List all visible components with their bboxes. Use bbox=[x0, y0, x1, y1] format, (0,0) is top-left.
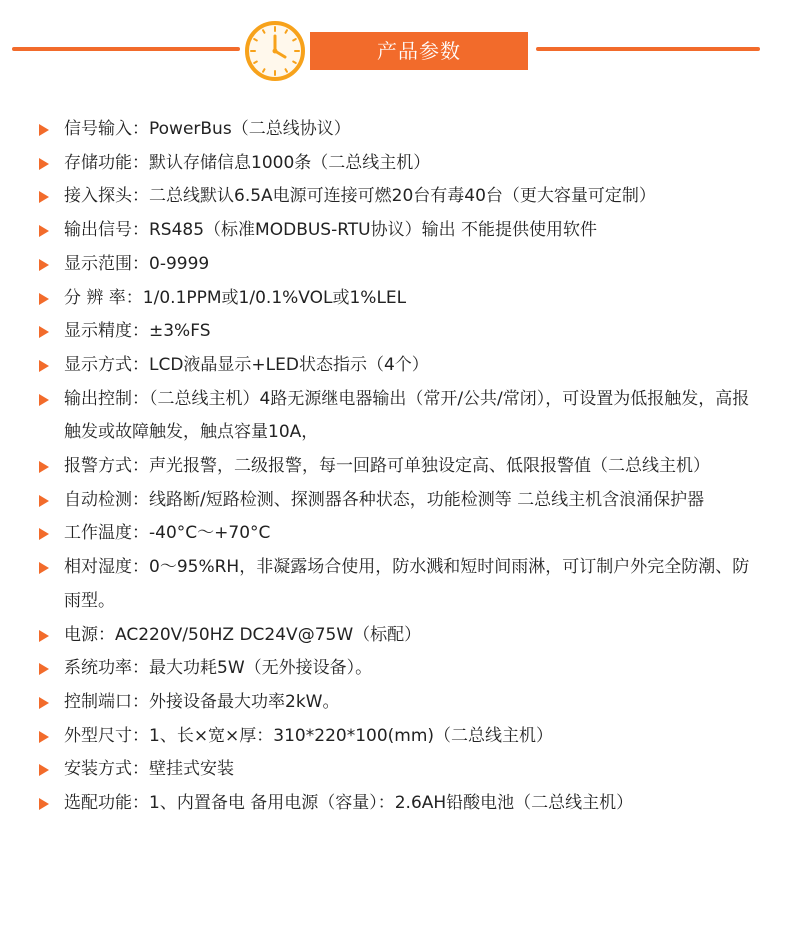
spec-text: 输出信号：RS485（标准MODBUS-RTU协议）输出 不能提供使用软件 bbox=[64, 220, 598, 241]
bullet-icon bbox=[39, 293, 49, 305]
spec-item-power-supply bbox=[0, 619, 790, 653]
section-title: 产品参数 bbox=[310, 32, 528, 70]
spec-text: 相对湿度：0～95%RH，非凝露场合使用，防水溅和短时间雨淋，可订制户外完全防潮、防雨型。 bbox=[64, 557, 750, 611]
spec-item-storage bbox=[0, 147, 790, 181]
spec-item-signal-input bbox=[0, 113, 790, 147]
spec-item-alarm bbox=[0, 450, 790, 484]
bullet-icon bbox=[39, 124, 49, 136]
spec-text: 信号输入：PowerBus（二总线协议） bbox=[64, 119, 351, 139]
spec-text: 显示范围：0-9999 bbox=[64, 253, 210, 274]
spec-text: 系统功率：最大功耗5W（无外接设备）。 bbox=[64, 658, 373, 679]
spec-item-control-port bbox=[0, 686, 790, 720]
spec-text: 自动检测：线路断/短路检测、探测器各种状态，功能检测等 二总线主机含浪涌保护器 bbox=[64, 489, 705, 510]
bullet-icon bbox=[39, 562, 49, 574]
spec-text: 显示精度：±3%FS bbox=[64, 321, 211, 342]
spec-text: 接入探头：二总线默认6.5A电源可连接可燃20台有毒40台（更大容量可定制） bbox=[64, 186, 656, 207]
spec-list bbox=[0, 113, 790, 821]
spec-text: 控制端口：外接设备最大功率2kW。 bbox=[64, 691, 340, 712]
header-divider-right bbox=[536, 47, 760, 51]
spec-item-display-range bbox=[0, 248, 790, 282]
spec-item-dimensions bbox=[0, 720, 790, 754]
spec-item-system-power bbox=[0, 652, 790, 686]
spec-text: 报警方式：声光报警，二级报警，每一回路可单独设定高、低限报警值（二总线主机） bbox=[64, 456, 710, 477]
bullet-icon bbox=[39, 731, 49, 743]
bullet-icon bbox=[39, 764, 49, 776]
spec-item-options bbox=[0, 787, 790, 821]
spec-text: 输出控制：（二总线主机）4路无源继电器输出（常开/公共/常闭），可设置为低报触发，高报触发或故障触发，触点容量10A， bbox=[64, 388, 750, 443]
spec-item-humidity bbox=[0, 551, 790, 618]
spec-text: 安装方式：壁挂式安装 bbox=[64, 759, 234, 780]
clock-icon bbox=[244, 20, 306, 82]
spec-text: 工作温度：-40°C～+70°C bbox=[64, 523, 271, 544]
spec-item-installation bbox=[0, 753, 790, 787]
bullet-icon bbox=[39, 663, 49, 675]
spec-item-temperature bbox=[0, 517, 790, 551]
bullet-icon bbox=[39, 326, 49, 338]
bullet-icon bbox=[39, 191, 49, 203]
spec-item-accuracy bbox=[0, 315, 790, 349]
spec-text: 存储功能：默认存储信息1000条（二总线主机） bbox=[64, 152, 431, 173]
bullet-icon bbox=[39, 394, 49, 406]
spec-item-self-check bbox=[0, 484, 790, 518]
spec-text: 电源：AC220V/50HZ DC24V@75W（标配） bbox=[64, 624, 422, 645]
bullet-icon bbox=[39, 158, 49, 170]
section-header bbox=[0, 0, 790, 100]
spec-text: 外型尺寸：1、长×宽×厚：310*220*100(mm)（二总线主机） bbox=[64, 725, 554, 746]
spec-text: 选配功能：1、内置备电 备用电源（容量）：2.6AH铅酸电池（二总线主机） bbox=[64, 793, 634, 814]
spec-item-output-control bbox=[0, 383, 790, 450]
bullet-icon bbox=[39, 630, 49, 642]
spec-text: 显示方式：LCD液晶显示+LED状态指示（4个） bbox=[64, 354, 429, 375]
bullet-icon bbox=[39, 259, 49, 271]
spec-item-display-mode bbox=[0, 349, 790, 383]
header-divider-left bbox=[12, 47, 240, 51]
spec-text: 分 辨 率：1/0.1PPM或1/0.1%VOL或1%LEL bbox=[64, 287, 407, 308]
bullet-icon bbox=[39, 495, 49, 507]
bullet-icon bbox=[39, 697, 49, 709]
bullet-icon bbox=[39, 461, 49, 473]
spec-item-probe bbox=[0, 180, 790, 214]
bullet-icon bbox=[39, 798, 49, 810]
spec-item-output-signal bbox=[0, 214, 790, 248]
spec-item-resolution bbox=[0, 282, 790, 316]
bullet-icon bbox=[39, 225, 49, 237]
bullet-icon bbox=[39, 528, 49, 540]
bullet-icon bbox=[39, 360, 49, 372]
